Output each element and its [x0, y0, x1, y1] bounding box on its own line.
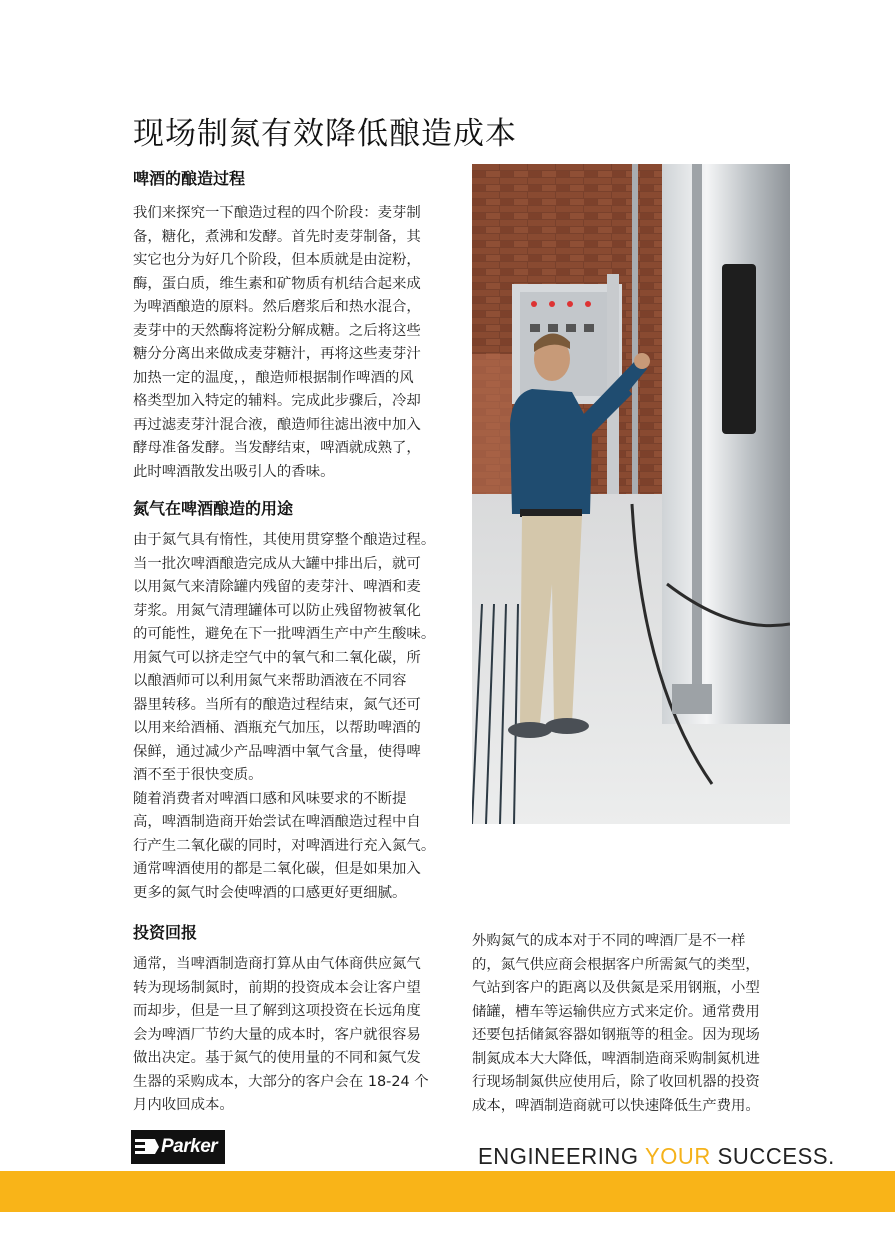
text-line: 月内收回成本。: [133, 1097, 234, 1113]
text-line: 酒不至于很快变质。: [133, 767, 263, 783]
text-line: 更多的氮气时会使啤酒的口感更好更细腻。: [133, 884, 407, 901]
text-line: 随着消费者对啤酒口感和风味要求的不断提: [133, 790, 407, 807]
tagline: [478, 1143, 835, 1170]
text-line: 再过滤麦芽汁混合液，酿造师往滤出液中加入: [133, 416, 421, 433]
text-line: 酵母准备发酵。当发酵结束，啤酒就成熟了，: [133, 440, 421, 456]
text-line: 储罐，槽车等运输供应方式来定价。通常费用: [472, 1003, 760, 1020]
text-line: 器里转移。当所有的酿造过程结束，氮气还可: [133, 696, 421, 713]
text-line: 气站到客户的距离以及供氮是采用钢瓶，小型: [472, 980, 760, 996]
text-line: 而却步，但是一旦了解到这项投资在长远角度: [133, 1003, 421, 1019]
text-line: 以酿酒师可以利用氮气来帮助酒液在不同容: [133, 673, 407, 689]
text-line: 以用来给酒桶、酒瓶充气加压，以帮助啤酒的: [133, 720, 421, 736]
parker-logo-mark-icon: [131, 1130, 161, 1164]
parker-logo: [131, 1130, 225, 1164]
text-line: 以用氮气来清除罐内残留的麦芽汁、啤酒和麦: [133, 579, 421, 595]
text-line: 通常啤酒使用的都是二氧化碳，但是如果加入: [133, 861, 421, 877]
text-line: 高，啤酒制造商开始尝试在啤酒酿造过程中自: [133, 814, 421, 830]
text-line: 外购氮气的成本对于不同的啤酒厂是不一样: [472, 933, 746, 949]
text-line: 行产生二氧化碳的同时，对啤酒进行充入氮气。: [133, 837, 436, 854]
section-heading-brewing-process: 啤酒的酿造过程: [133, 169, 246, 188]
text-line: 生器的采购成本，大部分的客户会在 18-24 个: [133, 1073, 429, 1090]
text-line: 的可能性，避免在下一批啤酒生产中产生酸味。: [133, 626, 436, 642]
text-line: 备，糖化，煮沸和发酵。首先时麦芽制备，其: [133, 228, 421, 245]
text-line: 为啤酒酿造的原料。然后磨浆后和热水混合，: [133, 299, 421, 315]
paragraph-nitrogen-cost: [472, 930, 790, 1118]
brewery-photo: [472, 164, 790, 824]
text-line: 我们来探究一下酿造过程的四个阶段：麦芽制: [133, 205, 421, 221]
text-line: 格类型加入特定的辅料。完成此步骤后，冷却: [133, 393, 421, 409]
text-line: 通常，当啤酒制造商打算从由气体商供应氮气: [133, 956, 421, 972]
text-line: 成本，啤酒制造商就可以快速降低生产费用。: [472, 1097, 760, 1114]
paragraph-brewing-process: [133, 202, 451, 484]
text-line: 保鲜，通过减少产品啤酒中氧气含量，使得啤: [133, 743, 421, 760]
text-line: 制氮成本大大降低，啤酒制造商采购制氮机进: [472, 1050, 760, 1067]
tagline-accent: YOUR: [644, 1143, 711, 1170]
tagline-end: SUCCESS.: [710, 1143, 835, 1170]
text-line: 加热一定的温度，，酿造师根据制作啤酒的风: [133, 369, 414, 386]
text-line: 行现场制氮供应使用后，除了收回机器的投资: [472, 1074, 760, 1090]
paragraph-nitrogen-uses: [133, 529, 455, 905]
text-line: 还要包括储氮容器如钢瓶等的租金。因为现场: [472, 1027, 760, 1043]
text-line: 由于氮气具有惰性，其使用贯穿整个酿造过程。: [133, 532, 436, 548]
tagline-start: ENGINEERING: [478, 1143, 645, 1170]
paragraph-roi: [133, 953, 451, 1118]
footer-band: [0, 1171, 895, 1212]
text-line: 当一批次啤酒酿造完成从大罐中排出后，就可: [133, 555, 421, 572]
text-line: 用氮气可以挤走空气中的氧气和二氧化碳，所: [133, 649, 421, 666]
text-line: 的，氮气供应商会根据客户所需氮气的类型，: [472, 956, 760, 973]
text-line: 转为现场制氮时，前期的投资成本会让客户望: [133, 979, 421, 996]
section-heading-nitrogen-uses: 氮气在啤酒酿造的用途: [133, 499, 294, 518]
text-line: 糖分分离出来做成麦芽糖汁，再将这些麦芽汁: [133, 346, 421, 362]
text-line: 实它也分为好几个阶段，但本质就是由淀粉，: [133, 252, 421, 268]
page-title: 现场制氮有效降低酿造成本: [133, 116, 517, 152]
text-line: 酶，蛋白质，维生素和矿物质有机结合起来成: [133, 275, 421, 292]
text-line: 会为啤酒厂节约大量的成本时，客户就很容易: [133, 1026, 421, 1043]
section-heading-roi: 投资回报: [133, 923, 198, 942]
logo-text: Parker: [161, 1136, 218, 1157]
text-line: 麦芽中的天然酶将淀粉分解成糖。之后将这些: [133, 322, 421, 339]
text-line: 芽浆。用氮气清理罐体可以防止残留物被氧化: [133, 602, 421, 619]
text-line: 此时啤酒散发出吸引人的香味。: [133, 463, 335, 480]
text-line: 做出决定。基于氮气的使用量的不同和氮气发: [133, 1050, 421, 1066]
